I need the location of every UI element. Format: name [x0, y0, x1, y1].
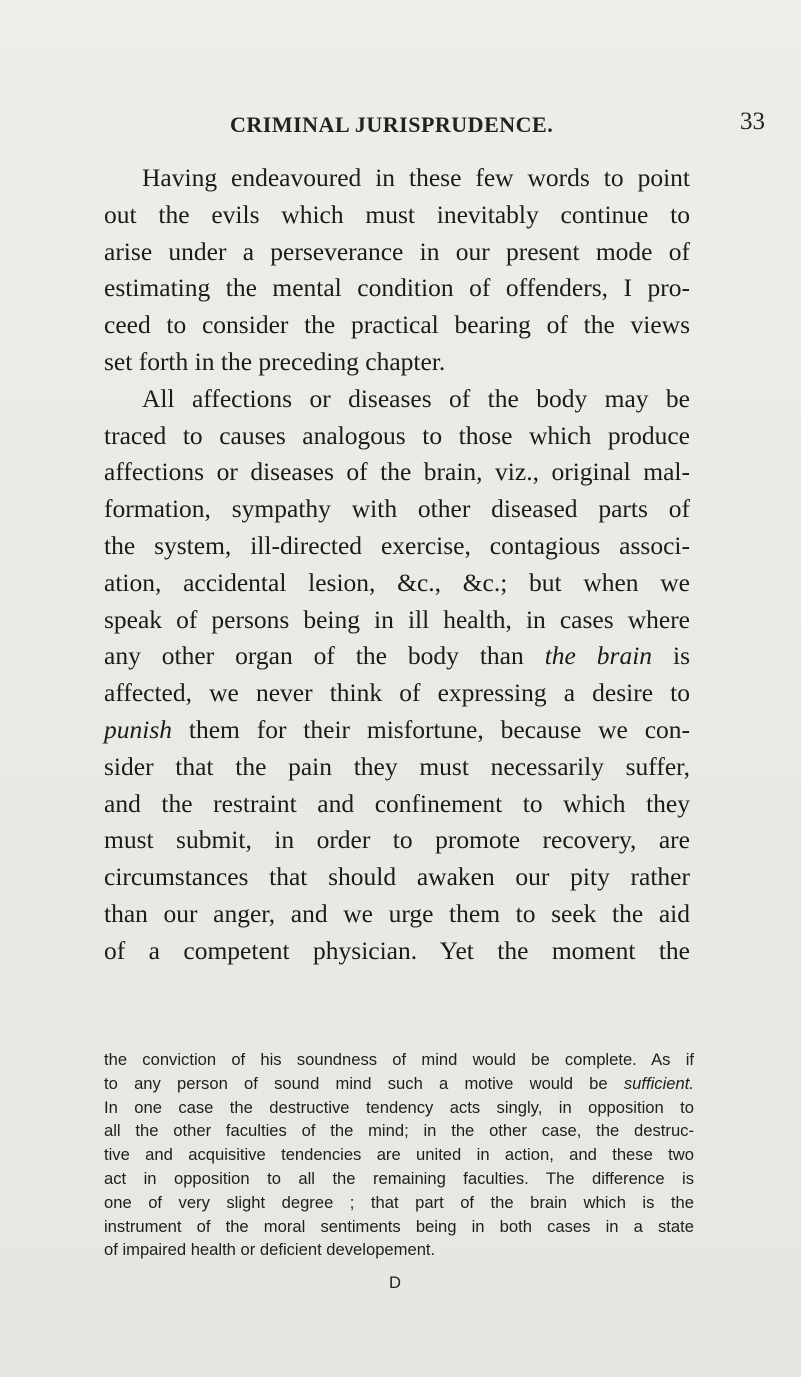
running-head: CRIMINAL JURISPRUDENCE.: [230, 112, 554, 137]
page-number: 33: [740, 108, 765, 135]
text-fragment: is: [673, 641, 691, 671]
text-line: ceed to consider the practical bearing of the views: [104, 310, 690, 340]
footnote-line: one of very slight degree ; that part of the brain which is the: [104, 1192, 694, 1212]
main-text: [104, 160, 690, 970]
text-line: [104, 712, 690, 749]
footnote-line: In one case the destructive tendency acts singly, in opposition to: [104, 1097, 694, 1117]
text-line: traced to causes analogous to those which produce: [104, 420, 690, 450]
text-fragment: to any person of sound mind such a motive would be: [104, 1073, 608, 1093]
footnote-line: tive and acquisitive tendencies are united in action, and these two: [104, 1145, 694, 1165]
text-line: must submit, in order to promote recovery, are: [104, 825, 690, 855]
text-line: circumstances that should awaken our pity rather: [104, 862, 690, 892]
text-fragment: any other organ of the body than: [104, 641, 524, 671]
text-line: estimating the mental condition of offenders, I pro-: [104, 273, 690, 303]
emphasis-the-brain: the brain: [544, 641, 653, 671]
text-line: [104, 638, 690, 675]
text-line: than our anger, and we urge them to seek the aid: [104, 898, 690, 928]
emphasis-punish: punish: [104, 714, 173, 744]
text-line: All affections or diseases of the body may be: [142, 383, 690, 413]
text-line: and the restraint and confinement to which they: [104, 788, 690, 818]
signature-mark: D: [389, 1273, 401, 1292]
footnote-line: [104, 1072, 694, 1096]
footnote-line: instrument of the moral sentiments being in both cases in a state: [104, 1216, 694, 1236]
text-line: the system, ill-directed exercise, contagious associ-: [104, 530, 690, 560]
text-line: out the evils which must inevitably continue to: [104, 199, 690, 229]
text-line: sider that the pain they must necessarily suffer,: [104, 751, 690, 781]
text-line: formation, sympathy with other diseased parts of: [104, 494, 690, 524]
footnote: [104, 1048, 694, 1262]
text-line: affected, we never think of expressing a desire to: [104, 678, 690, 708]
text-line: of a competent physician. Yet the moment the: [104, 935, 690, 965]
text-line: set forth in the preceding chapter.: [104, 346, 446, 376]
footnote-line: the conviction of his soundness of mind would be complete. As if: [104, 1050, 694, 1069]
text-line: affections or diseases of the brain, viz., original mal-: [104, 457, 690, 487]
emphasis-sufficient: sufficient.: [623, 1073, 694, 1093]
text-line: speak of persons being in ill health, in cases where: [104, 604, 690, 634]
text-line: Having endeavoured in these few words to point: [142, 163, 690, 192]
text-line: ation, accidental lesion, &c., &c.; but when we: [104, 567, 690, 597]
text-fragment: them for their misfortune, because we con-: [188, 714, 691, 744]
footnote-line: of impaired health or deficient developement.: [104, 1240, 436, 1260]
footnote-line: all the other faculties of the mind; in the other case, the destruc-: [104, 1121, 694, 1141]
text-line: arise under a perseverance in our present mode of: [104, 236, 690, 266]
footnote-line: act in opposition to all the remaining faculties. The difference is: [104, 1168, 694, 1188]
